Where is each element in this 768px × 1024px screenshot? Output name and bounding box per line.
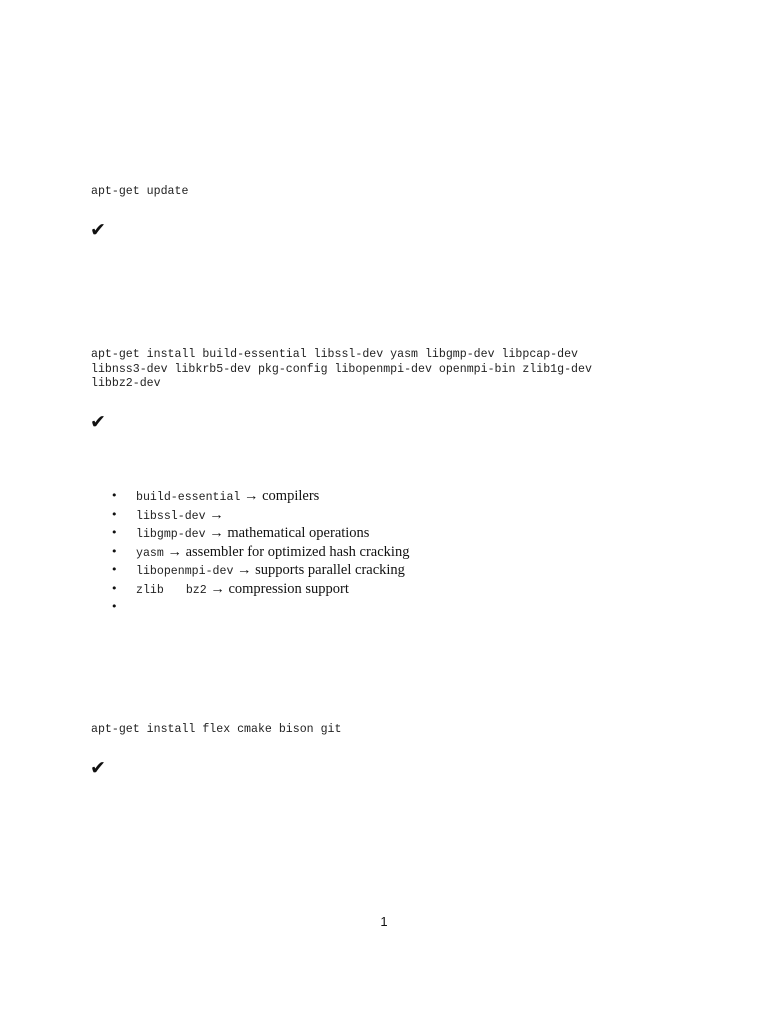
package-description: compression support [228, 580, 349, 597]
package-explanation-list [111, 487, 409, 617]
check-mark-icon: ✔ [90, 411, 106, 433]
arrow-icon: → [210, 580, 225, 597]
list-item [111, 506, 409, 525]
package-name: yasm [136, 546, 164, 560]
list-item [111, 561, 409, 580]
package-description: assembler for optimized hash cracking [185, 543, 410, 560]
list-item [111, 487, 409, 506]
bullet-icon: • [111, 563, 118, 576]
bullet-icon: • [111, 600, 118, 613]
arrow-icon: → [209, 506, 224, 523]
package-description: mathematical operations [227, 525, 370, 541]
check-mark-icon: ✔ [90, 757, 106, 779]
arrow-icon: → [237, 562, 252, 578]
package-name: libssl-dev [136, 509, 206, 523]
package-description: compilers [262, 488, 320, 504]
package-name: libopenmpi-dev [136, 565, 234, 578]
list-item [111, 598, 409, 617]
bullet-icon: • [111, 581, 118, 595]
package-name: libgmp-dev [136, 528, 206, 541]
package-description: supports parallel cracking [255, 562, 405, 578]
command-apt-get-install-tools: apt-get install flex cmake bison git [91, 723, 342, 736]
page-number: 1 [380, 914, 388, 929]
command-apt-get-install-dependencies: apt-get install build-essential libssl-dev yasm libgmp-dev libpcap-dev libnss3-dev libkrb5-dev pkg-config libopenmpi-dev openmpi-bin zlib1g-dev libbz2-dev [91, 348, 592, 390]
bullet-icon: • [111, 507, 118, 521]
check-mark-icon: ✔ [90, 219, 106, 241]
list-item [111, 543, 409, 562]
bullet-icon: • [111, 544, 118, 558]
package-name: zlib [136, 583, 164, 597]
package-name-secondary: bz2 [185, 583, 207, 597]
list-item [111, 524, 409, 543]
list-item [111, 580, 409, 599]
bullet-icon: • [111, 526, 118, 539]
command-apt-get-update: apt-get update [91, 185, 189, 198]
package-name: build-essential [136, 491, 241, 504]
arrow-icon: → [209, 525, 224, 541]
arrow-icon: → [167, 543, 182, 560]
bullet-icon: • [111, 489, 118, 502]
arrow-icon: → [244, 488, 259, 504]
